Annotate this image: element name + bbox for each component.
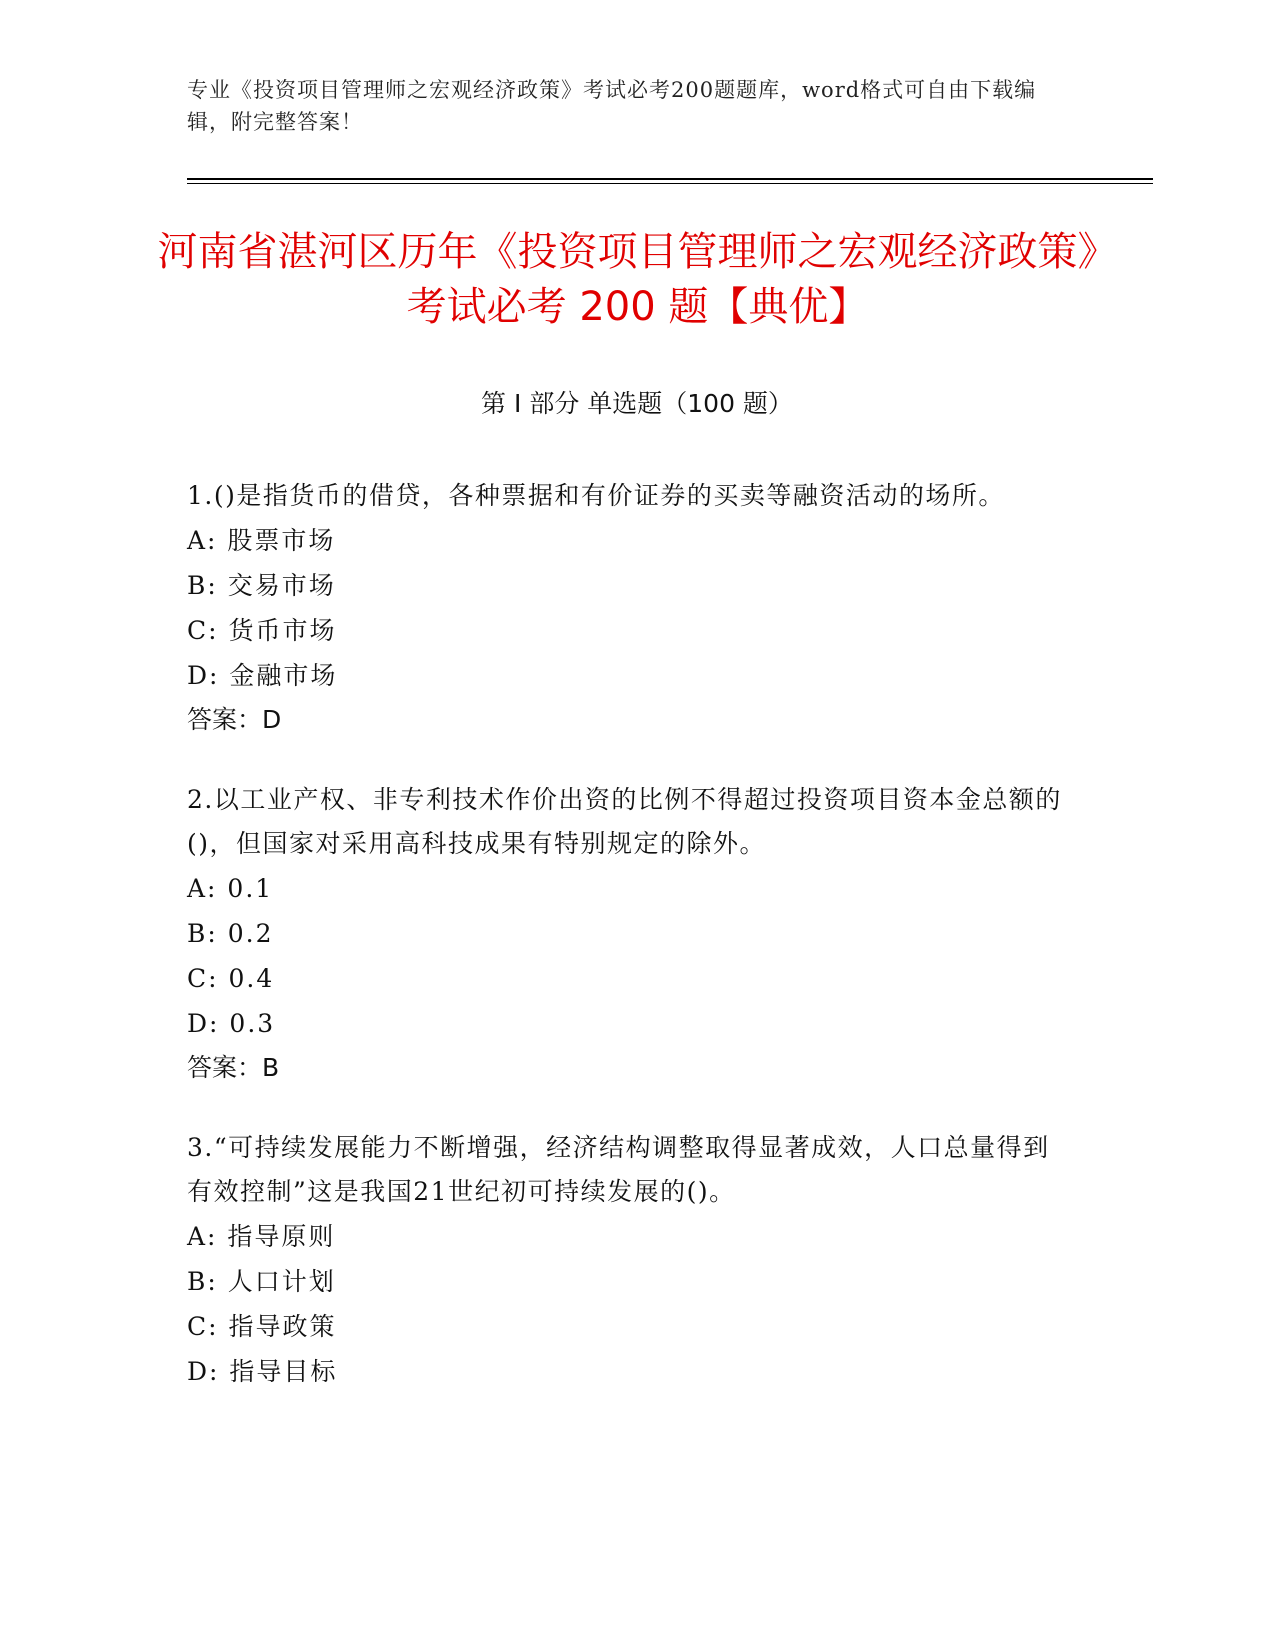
question-stem: 2.以工业产权、非专利技术作价出资的比例不得超过投资项目资本金总额的()，但国家对采用高科技成果有特别规定的除外。 xyxy=(187,785,1062,858)
question-1 xyxy=(187,474,1067,742)
question-list xyxy=(187,474,1067,1430)
question-stem: 1.()是指货币的借贷，各种票据和有价证券的买卖等融资活动的场所。 xyxy=(187,481,1005,510)
header-rule-thin xyxy=(187,183,1153,184)
header-note: 专业《投资项目管理师之宏观经济政策》考试必考200题题库，word格式可自由下载编辑，附完整答案！ xyxy=(187,78,1037,134)
question-3 xyxy=(187,1126,1067,1394)
option-c: C: 0.4 xyxy=(187,964,275,993)
question-stem: 3.“可持续发展能力不断增强，经济结构调整取得显著成效，人口总量得到有效控制”这是我国21世纪初可持续发展的()。 xyxy=(187,1133,1050,1206)
question-2 xyxy=(187,778,1067,1090)
option-a: A: 股票市场 xyxy=(187,526,336,555)
option-a: A: 0.1 xyxy=(187,874,274,903)
document-title: 河南省湛河区历年《投资项目管理师之宏观经济政策》考试必考 200 题【典优】 xyxy=(157,229,1118,330)
option-d: D: 金融市场 xyxy=(187,661,338,690)
answer: 答案：D xyxy=(187,705,282,734)
section-title: 第 I 部分 单选题（100 题） xyxy=(481,389,793,418)
option-a: A: 指导原则 xyxy=(187,1222,336,1251)
option-b: B: 人口计划 xyxy=(187,1267,336,1296)
answer: 答案：B xyxy=(187,1053,280,1082)
header-rule-thick xyxy=(187,178,1153,180)
option-b: B: 交易市场 xyxy=(187,571,336,600)
option-d: D: 0.3 xyxy=(187,1009,276,1038)
option-c: C: 货币市场 xyxy=(187,616,337,645)
option-b: B: 0.2 xyxy=(187,919,274,948)
option-c: C: 指导政策 xyxy=(187,1312,337,1341)
option-d: D: 指导目标 xyxy=(187,1357,338,1386)
